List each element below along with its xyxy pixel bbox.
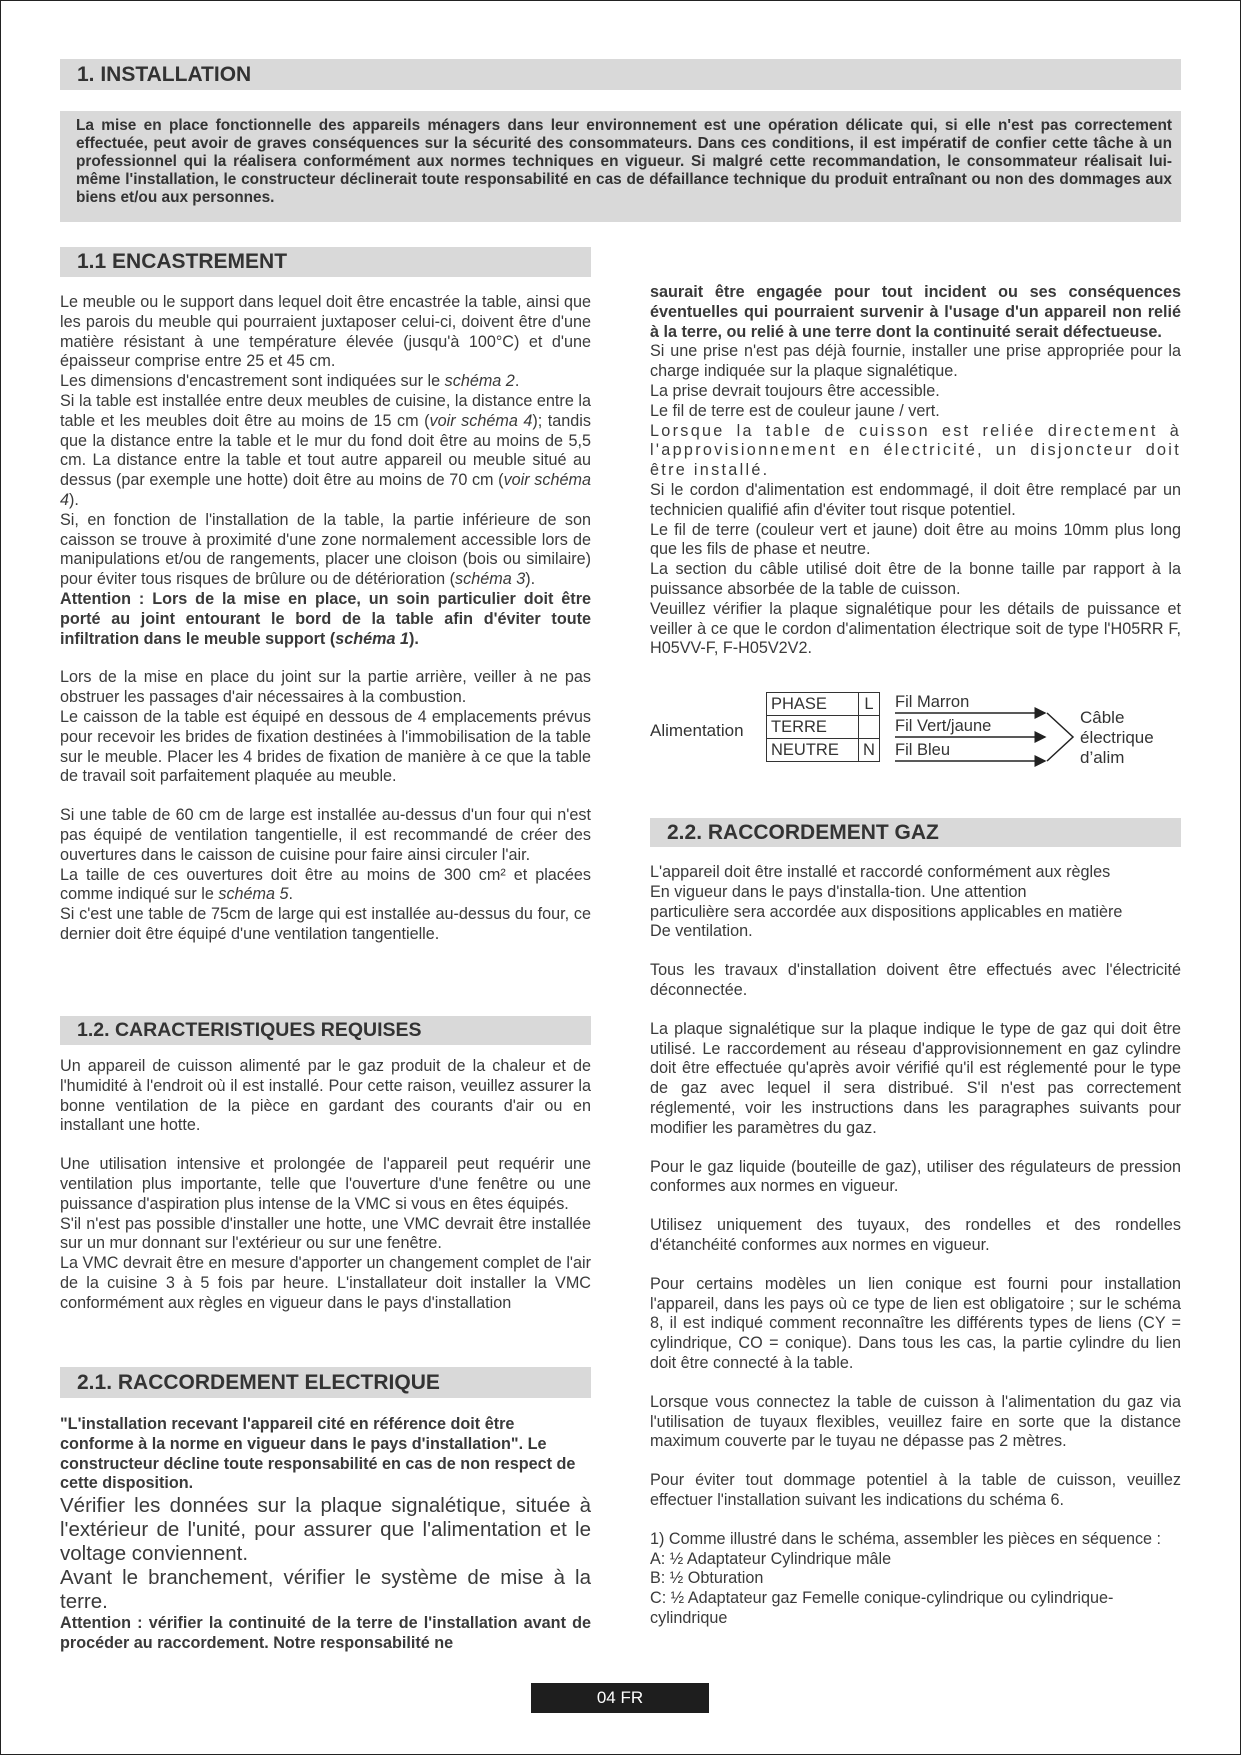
paragraph: Pour certains modèles un lien conique est fourni pour installation l'appareil, dans les pays où ce type de lien est obligatoire ; sur le schéma 8, il est indiqué comment reconnaître les différents types de liens (CY = cylindrique, CO = conique). Dans tous les cas, la partie cylindre du lien doit être connecté à la table.: [650, 1274, 1181, 1372]
paragraph: saurait être engagée pour tout incident ou ses conséquences éventuelles qui pourraient survenir à l'usage d'un appareil non relié à la terre, ou relié à une terre dont la continuité serait défectueuse.: [650, 283, 1181, 341]
paragraph: Vérifier les données sur la plaque signalétique, située à l'extérieur de l'unité, pour assurer que l'alimentation et le voltage conviennent.: [60, 1494, 591, 1566]
attention-note: Attention : vérifier la continuité de la terre de l'installation avant de procéder au raccordement. Notre responsabilité ne: [60, 1614, 591, 1652]
wire-label-marron: Fil Marron: [895, 693, 970, 711]
paragraph: Tous les travaux d'installation doivent être effectués avec l'électricité déconnectée.: [650, 961, 1181, 999]
right-column-electrique: [650, 283, 1181, 659]
left-column-electrique: [60, 1415, 591, 1654]
right-column-gaz: [650, 863, 1181, 1629]
wiring-arrows: [890, 700, 1080, 770]
paragraph: Lors de la mise en place du joint sur la partie arrière, veiller à ne pas obstruer les passages d'air nécessaires à la combustion.: [60, 668, 591, 707]
paragraph: Si le cordon d'alimentation est endommagé, il doit être remplacé par un technicien qualifié afin d'éviter tout risque potentiel.: [650, 480, 1181, 519]
paragraph: Pour éviter tout dommage potentiel à la table de cuisson, veuillez effectuer l'installation suivant les indications du schéma 6.: [650, 1471, 1181, 1509]
wiring-table: [766, 692, 880, 762]
list-item: A: ½ Adaptateur Cylindrique mâle: [650, 1549, 892, 1568]
paragraph: Le fil de terre (couleur vert et jaune) doit être au moins 10mm plus long que les fils de phase et neutre.: [650, 520, 1181, 559]
paragraph: La section du câble utilisé doit être de la bonne taille par rapport à la puissance absorbée de la table de cuisson.: [650, 560, 1181, 598]
paragraph: Si, en fonction de l'installation de la table, la partie inférieure de son caisson se trouve à proximité d'une zone normalement accessible lors de manipulations et/ou de rangements, placer une cloison (bois ou similaire) pour éviter tous risques de brûlure ou de détérioration (schéma 3).: [60, 510, 591, 589]
paragraph: S'il n'est pas possible d'installer une hotte, une VMC devrait être installée sur un mur donnant sur l'extérieur ou sur une fenêtre.: [60, 1214, 591, 1253]
paragraph: Une utilisation intensive et prolongée de l'appareil peut requérir une ventilation plus importante, telle que l'ouverture d'une fenêtre ou une puissance d'aspiration plus intense de la VMC si vous en êtes équipés.: [60, 1155, 591, 1213]
section-heading-raccordement-electrique: 2.1. RACCORDEMENT ELECTRIQUE: [60, 1367, 591, 1398]
paragraph: Le meuble ou le support dans lequel doit être encastrée la table, ainsi que les parois du meuble qui pourraient juxtaposer celui-ci, doivent être d'une matière résistant à une température élevée (jusqu'à 100°C) et d'une épaisseur comprise entre 25 et 45 cm.: [60, 293, 591, 371]
section-heading-installation: 1. INSTALLATION: [60, 59, 1181, 90]
intro-warning: La mise en place fonctionnelle des appareils ménagers dans leur environnement est une opération délicate qui, si elle n'est pas correctement effectuée, peut avoir de graves conséquences sur la sécurité des consommateurs. Dans ces conditions, il est impératif de confier cette tâche à un professionnel qui la réalisera conformément aux normes techniques en vigueur. Si malgré cette recommandation, le consommateur réalisait lui-même l'installation, le constructeur déclinerait toute responsabilité en cas de défaillance technique du produit entraînant ou non des dommages aux biens et/ou aux personnes.: [60, 111, 1181, 222]
wire-label-vert-jaune: Fil Vert/jaune: [895, 717, 992, 735]
paragraph: Le fil de terre est de couleur jaune / vert.: [650, 401, 940, 420]
left-column-encastrement: [60, 293, 591, 945]
paragraph: Veuillez vérifier la plaque signalétique pour les détails de puissance et veiller à ce que le cordon d'alimentation électrique soit de type l'H05RR F, H05VV-F, F-H05V2V2.: [650, 599, 1181, 658]
paragraph: "L'installation recevant l'appareil cité en référence doit être conforme à la norme en vigueur dans le pays d'installation". Le constructeur décline toute responsabilité en cas de non respect de cette disposition.: [60, 1415, 576, 1493]
paragraph: Lorsque la table de cuisson est reliée directement à l'approvisionnement en électricité, un disjoncteur doit être installé.: [650, 421, 1181, 480]
paragraph: Si c'est une table de 75cm de large qui est installée au-dessus du four, ce dernier doit être équipé d'une ventilation tangentielle.: [60, 905, 591, 943]
paragraph: Les dimensions d'encastrement sont indiquées sur le schéma 2.: [60, 372, 520, 391]
page-number: 04 FR: [531, 1683, 709, 1713]
paragraph: La VMC devrait être en mesure d'apporter un changement complet de l'air de la cuisine 3 à 5 fois par heure. L'installateur doit installer la VMC conformément aux règles en vigueur dans le pays d'installation: [60, 1254, 591, 1312]
paragraph: Si une table de 60 cm de large est installée au-dessus d'un four qui n'est pas équipé de ventilation tangentielle, il est recommandé de créer des ouvertures dans le caisson de cuisine pour faire ainsi circuler l'air.: [60, 806, 591, 864]
paragraph: Avant le branchement, vérifier le système de mise à la terre.: [60, 1566, 591, 1614]
paragraph: La prise devrait toujours être accessible.: [650, 381, 940, 400]
wire-label-bleu: Fil Bleu: [895, 741, 951, 759]
paragraph: Lorsque vous connectez la table de cuisson à l'alimentation du gaz via l'utilisation de tuyaux flexibles, veuillez faire en sorte que la distance maximum couverte par le tuyau ne dépasse pas 2 mètres.: [650, 1392, 1181, 1451]
table-row: TERRE: [767, 716, 880, 739]
table-row: NEUTRE N: [767, 739, 880, 762]
table-row: PHASE L: [767, 693, 880, 716]
list-item: 1) Comme illustré dans le schéma, assembler les pièces en séquence :: [650, 1529, 1162, 1548]
section-heading-encastrement: 1.1 ENCASTREMENT: [60, 247, 591, 277]
left-column-caracteristiques: [60, 1057, 591, 1314]
paragraph: Le caisson de la table est équipé en dessous de 4 emplacements prévus pour recevoir les brides de fixation destinées à l'immobilisation de la table sur le meuble. Placer les 4 brides de fixation de manière à ce que la table de travail soit parfaitement plaquée au meuble.: [60, 707, 591, 786]
cable-label: Câble électrique d’alim: [1080, 708, 1154, 767]
paragraph: Utilisez uniquement des tuyaux, des rondelles et des rondelles d'étanchéité conformes aux normes en vigueur.: [650, 1216, 1181, 1254]
wiring-supply-label: Alimentation: [650, 721, 744, 740]
paragraph: La taille de ces ouvertures doit être au moins de 300 cm² et placées comme indiqué sur le schéma 5.: [60, 865, 591, 904]
paragraph: Pour le gaz liquide (bouteille de gaz), utiliser des régulateurs de pression conformes aux normes en vigueur.: [650, 1157, 1181, 1196]
attention-note: Attention : Lors de la mise en place, un soin particulier doit être porté au joint entourant le bord de la table afin d'éviter toute infiltration dans le meuble support (schéma 1).: [60, 589, 591, 648]
paragraph: Un appareil de cuisson alimenté par le gaz produit de la chaleur et de l'humidité à l'endroit où il est installé. Pour cette raison, veuillez assurer la bonne ventilation de la pièce en gardant des courants d'air ou en installant une hotte.: [60, 1057, 591, 1135]
paragraph: La plaque signalétique sur la plaque indique le type de gaz qui doit être utilisé. Le raccordement au réseau d'approvisionnement en gaz cylindre doit être effectuée qu'après avoir vérifié qu'il est réglementé pour le type de gaz avec lequel il sera distribué. S'il n'est pas correctement réglementé, voir les instructions dans les paragraphes suivants pour modifier les paramètres du gaz.: [650, 1019, 1181, 1137]
list-item: C: ½ Adaptateur gaz Femelle conique-cylindrique ou cylindrique-cylindrique: [650, 1589, 1114, 1627]
section-heading-raccordement-gaz: 2.2. RACCORDEMENT GAZ: [650, 818, 1181, 847]
paragraph: Si la table est installée entre deux meubles de cuisine, la distance entre la table et les meubles doit être au moins de 15 cm (voir schéma 4); tandis que la distance entre la table et le mur du fond doit être au moins de 5,5 cm. La distance entre la table et tout autre appareil ou meuble situé au dessus (par exemple une hotte) doit être au moins de 70 cm (voir schéma 4).: [60, 391, 591, 509]
section-heading-caracteristiques: 1.2. CARACTERISTIQUES REQUISES: [60, 1016, 591, 1045]
paragraph: L'appareil doit être installé et raccordé conformément aux règles En vigueur dans le pays d'installa-tion. Une attention particulière sera accordée aux dispositions applicables en matière De ventilation.: [650, 863, 1123, 941]
list-item: B: ½ Obturation: [650, 1569, 764, 1588]
paragraph: Si une prise n'est pas déjà fournie, installer une prise appropriée pour la charge indiquée sur la plaque signalétique.: [650, 342, 1181, 381]
